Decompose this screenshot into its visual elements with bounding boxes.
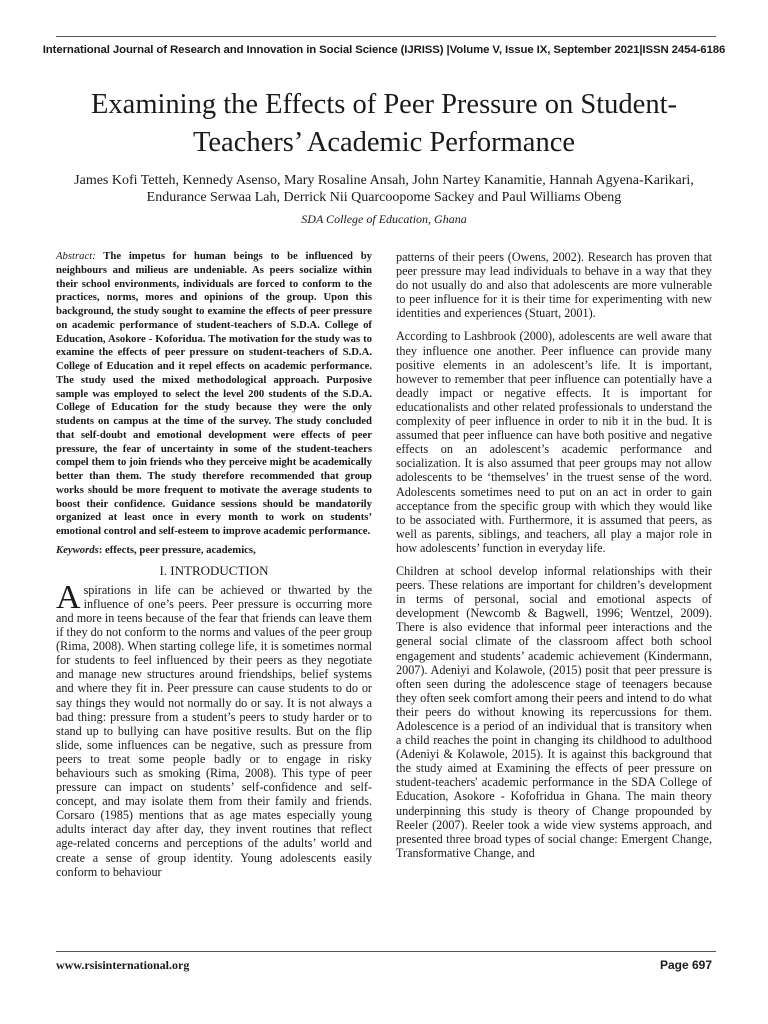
- journal-header: International Journal of Research and Innovation in Social Science (IJRISS) |Volume V, Issue IX, September 2021|ISSN 2454-6186: [42, 44, 726, 56]
- right-column: [396, 250, 712, 860]
- keywords-label: Keywords: [56, 543, 99, 556]
- intro-paragraph-1: [56, 578, 372, 879]
- abstract: [56, 250, 372, 539]
- abstract-text: The impetus for human beings to be influenced by neighbours and milieus are undeniable. As peers socialize within their school environments, individuals are forced to conform to the practices, norms, mores and opinions of the group. Upon this background, the study sought to examine the effects of peer pressure on academic performance of student-teachers of S.D.A. College of Education, Asokore - Koforidua. The motivation for the study was to examine the effects of peer pressure on student-teachers of S.D.A. College of Education and it repel effects on academic performance. The study used the mixed methodological approach. Purposive sample was employed to select the level 200 students of the S.D.A. College of Education for the study because they were the only students on campus at the time of the survey. The study concluded that self-doubt and emotional development were effects of peer pressure, the fear of uncertainty in some of the student-teachers compel them to join friends who they perceive might be academically better than them. The study therefore recommended that group works should be more frequent to motivate the average students to boost their confidence. Guidance sessions should be mandatorily organized at least once in every month to work on students’ emotional control and self-esteem to improve academic performance.: [56, 250, 372, 537]
- authors-line-2: Endurance Serwaa Lah, Derrick Nii Quarcoopome Sackey and Paul Williams Obeng: [146, 190, 622, 205]
- title-line-2: Teachers’ Academic Performance: [192, 127, 575, 158]
- footer-url-link[interactable]: www.rsisinternational.org: [56, 958, 190, 972]
- keywords-text: : effects, peer pressure, academics,: [98, 543, 256, 556]
- page-number: Page 697: [659, 958, 712, 972]
- affiliation: SDA College of Education, Ghana: [301, 212, 467, 226]
- paper-title: [30, 86, 738, 162]
- footer-rule: [56, 951, 716, 952]
- authors-line-1: James Kofi Tetteh, Kennedy Asenso, Mary Rosaline Ansah, John Nartey Kanamitie, Hannah Agyena-Karikari,: [74, 173, 694, 188]
- drop-cap: A: [56, 578, 81, 616]
- intro-paragraph-3: According to Lashbrook (2000), adolescents are well aware that they influence one another. Peer influence can provide many positive elements in an adolescent’s life. It is important, however to remember that peer influence can potentially have a deadly impact or negative effects. It is important for educationalists and other related professionals to understand the complexity of peer influence in order to nib it in the bud. It is assumed that peer influence can have both positive and negative effects on an adolescent’s academic performance and socialization. It is also assumed that peer groups may not allow adolescents to be ‘themselves’ in the truest sense of the word. Adolescents sometimes need to put on an act in order to gain acceptance from the specific group with which they would like to be associated with. Furthermore, it is assumed that peers, as well as parents, siblings, and teachers, all play a major role in how adolescents’ function in everyday life.: [396, 329, 712, 555]
- header-rule: [56, 36, 716, 37]
- author-list: [40, 172, 728, 206]
- keywords: [56, 544, 372, 557]
- intro-paragraph-1-text: spirations in life can be achieved or thwarted by the influence of one’s peers. Peer pressure is occurring more and more in teens because of the fear that friends can leave them if they do not conform to the norms and values of the peer group (Rima, 2008). When starting college life, it is sometimes normal for students to feel influenced by their peers as they negotiate and manage new structures around friendships, belief systems and where they fit in. Peer pressure can cause students to do or say things they would not normally do or say. It is not always a bad thing: pressure from a student’s peers to study harder or to stand up to bullying can have positive results. But on the flip slide, some influences can be negative, such as pressure from peers to treat some people badly or to engage in risky behaviours such as smoking (Rima, 2008). This type of peer pressure can impact on students’ self-confidence and self-concept, and may isolate them from their family and friends. Corsaro (1985) mentions that as age mates especially young adults interact day after day, they invent routines that reflect age-related concerns and perceptions of the adults’ world and create a sense of group identity. Young adolescents easily conform to behaviour: [56, 582, 372, 879]
- intro-paragraph-4: Children at school develop informal relationships with their peers. These relations are important for children’s development in terms of personal, social and emotional aspects of development (Newcomb & Bagwell, 1996; Wentzel, 2009). There is also evidence that informal peer interactions and the general social climate of the classroom affect both school engagement and students’ academic achievement (Kindermann, 2007). Adeniyi and Kolawole, (2015) posit that peer pressure is often seen during the adolescence stage of teenagers because they often seek comfort among their peers and intend to do what their peers do without knowing its repercussions for them. Adolescence is a period of an individual that is transitory when a child reaches the point in changing its childhood to adulthood (Adeniyi & Kolawole, 2015). It is against this background that the study aimed at Examining the effects of peer pressure on student-teachers' academic performance in the SDA College of Education, Asokore - Kofofridua in Ghana. The main theory underpinning this study is theory of Change propounded by Reeler (2007). Reeler took a wide view systems approach, and presented three broad types of social change: Emergent Change, Transformative Change, and: [396, 563, 712, 860]
- intro-paragraph-2: patterns of their peers (Owens, 2002). Research has proven that peer pressure may lead individuals to behave in a way that they do not usually do and also that adolescents are more vulnerable to peer influence for it is their time for experimenting with new identities and experiences (Stuart, 2001).: [396, 250, 712, 321]
- abstract-label: Abstract:: [56, 250, 96, 262]
- left-column: [56, 250, 372, 879]
- title-line-1: Examining the Effects of Peer Pressure on Student-: [91, 89, 677, 120]
- section-heading-introduction: I. INTRODUCTION: [159, 562, 269, 578]
